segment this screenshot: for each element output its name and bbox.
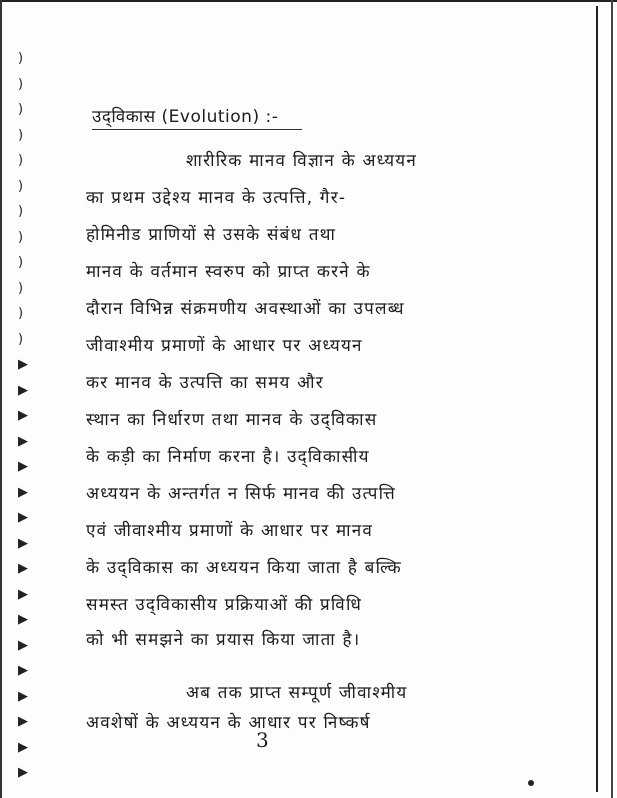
binding-hole-mark: ) bbox=[18, 255, 24, 270]
binding-hole-mark: ▶ bbox=[18, 586, 28, 602]
text-line: अवशेषों के अध्ययन के आधार पर निष्कर्ष bbox=[86, 713, 371, 733]
binding-hole-mark: ▶ bbox=[18, 561, 28, 576]
text-line: अब तक प्राप्त सम्पूर्ण जीवाश्मीय bbox=[186, 683, 408, 703]
binding-hole-mark: ▶ bbox=[18, 459, 28, 474]
text-line: मानव के वर्तमान स्वरुप को प्राप्त करने के bbox=[86, 262, 371, 282]
text-line: अध्ययन के अन्तर्गत न सिर्फ मानव की उत्पत्ति bbox=[86, 484, 396, 504]
binding-hole-mark: ) bbox=[18, 306, 24, 321]
page-border-left bbox=[0, 0, 2, 798]
text-line: के उद्‌विकास का अध्ययन किया जाता है बल्कि bbox=[86, 558, 402, 578]
notebook-binding-holes bbox=[18, 52, 38, 792]
text-line: जीवाश्मीय प्रमाणों के आधार पर अध्ययन bbox=[86, 336, 363, 356]
binding-hole-mark: ▶ bbox=[18, 688, 28, 704]
binding-hole-mark: ▶ bbox=[18, 535, 28, 551]
binding-hole-mark: ) bbox=[18, 76, 24, 92]
text-line: शारीरिक मानव विज्ञान के अध्ययन bbox=[186, 151, 417, 171]
heading-underline bbox=[92, 129, 302, 130]
text-line: कर मानव के उत्पत्ति का समय और bbox=[86, 373, 324, 393]
text-line: समस्त उद्‌विकासीय प्रक्रियाओं की प्रविधि bbox=[86, 595, 363, 615]
binding-hole-mark: ▶ bbox=[18, 739, 28, 755]
text-line: स्थान का निर्धारण तथा मानव के उद्‌विकास bbox=[86, 410, 378, 430]
page-border-right-outer bbox=[611, 0, 613, 798]
binding-hole-mark: ▶ bbox=[18, 612, 28, 627]
page-border-right bbox=[596, 6, 598, 792]
ink-dot bbox=[528, 780, 534, 786]
heading: उद्‌विकास (Evolution) :- bbox=[92, 107, 279, 127]
binding-hole-mark: ▶ bbox=[18, 765, 28, 780]
binding-hole-mark: ) bbox=[18, 51, 24, 66]
binding-hole-mark: ▶ bbox=[18, 357, 28, 372]
binding-hole-mark: ) bbox=[18, 102, 24, 117]
page-number: 3 bbox=[256, 728, 269, 752]
text-line: का प्रथम उद्देश्य मानव के उत्पत्ति, गैर- bbox=[86, 188, 347, 208]
binding-hole-mark: ) bbox=[18, 204, 24, 219]
text-line: दौरान विभिन्न संक्रमणीय अवस्थाओं का उपलब्ध bbox=[86, 299, 405, 319]
binding-hole-mark: ▶ bbox=[18, 663, 28, 678]
binding-hole-mark: ) bbox=[18, 178, 24, 194]
binding-hole-mark: ) bbox=[18, 229, 24, 245]
binding-hole-mark: ▶ bbox=[18, 484, 28, 500]
page-border-top bbox=[0, 0, 617, 2]
binding-hole-mark: ▶ bbox=[18, 637, 28, 653]
binding-hole-mark: ) bbox=[18, 280, 24, 296]
binding-hole-mark: ) bbox=[18, 153, 24, 168]
binding-hole-mark: ) bbox=[18, 331, 24, 347]
binding-hole-mark: ▶ bbox=[18, 382, 28, 398]
binding-hole-mark: ) bbox=[18, 127, 24, 143]
text-line: को भी समझने का प्रयास किया जाता है। bbox=[86, 630, 361, 650]
text-line: के कड़ी का निर्माण करना है। उद्‌विकासीय bbox=[86, 447, 370, 467]
binding-hole-mark: ▶ bbox=[18, 408, 28, 423]
binding-hole-mark: ▶ bbox=[18, 510, 28, 525]
binding-hole-mark: ▶ bbox=[18, 714, 28, 729]
text-line: एवं जीवाश्मीय प्रमाणों के आधार पर मानव bbox=[86, 521, 374, 541]
binding-hole-mark: ▶ bbox=[18, 433, 28, 449]
text-line: होमिनीड प्राणियों से उसके संबंध तथा bbox=[86, 225, 337, 245]
